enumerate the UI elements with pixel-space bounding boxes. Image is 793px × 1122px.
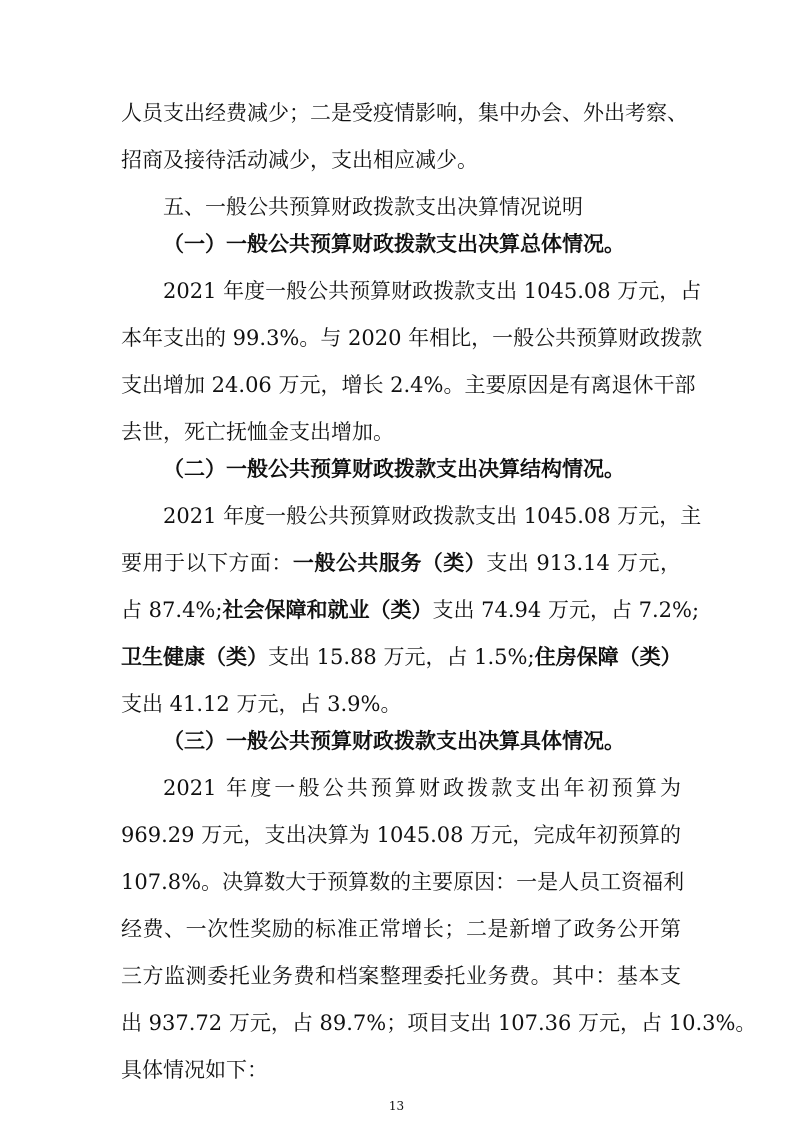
body-line xyxy=(121,548,681,578)
body-line: 2021 年度一般公共预算财政拨款支出 1045.08 万元，占 xyxy=(163,279,702,303)
body-line: 去世，死亡抚恤金支出增加。 xyxy=(121,420,394,444)
body-line: 出 937.72 万元，占 89.7%；项目支出 107.36 万元，占 10.3%。 xyxy=(121,1011,757,1035)
text-run: 支出 913.14 万元， xyxy=(486,551,682,575)
body-line xyxy=(121,595,700,625)
subsection-heading: （二）一般公共预算财政拨款支出决算结构情况。 xyxy=(163,456,625,481)
text-run: 支出 74.94 万元，占 7.2%; xyxy=(432,598,700,622)
category-name: 住房保障（类） xyxy=(534,644,682,669)
body-line: 支出增加 24.06 万元，增长 2.4%。主要原因是有离退休干部 xyxy=(121,373,696,397)
body-line: 具体情况如下： xyxy=(121,1058,268,1082)
body-line: 本年支出的 99.3%。与 2020 年相比，一般公共预算财政拨款 xyxy=(121,326,703,350)
body-line: 107.8%。决算数大于预算数的主要原因：一是人员工资福利 xyxy=(121,870,685,894)
body-line: 2021 年度一般公共预算财政拨款支出 1045.08 万元，主 xyxy=(163,504,702,528)
body-line: 经费、一次性奖励的标准正常增长；二是新增了政务公开第 xyxy=(121,917,681,941)
body-line: 人员支出经费减少；二是受疫情影响，集中办会、外出考察、 xyxy=(121,101,688,125)
page-number: 13 xyxy=(388,1099,405,1113)
body-line: 支出 41.12 万元，占 3.9%。 xyxy=(121,692,402,716)
text-run: 要用于以下方面： xyxy=(121,551,293,575)
text-run: 占 87.4%; xyxy=(121,598,223,622)
body-line: 2021 年度一般公共预算财政拨款支出年初预算为 xyxy=(163,776,681,800)
body-line: 三方监测委托业务费和档案整理委托业务费。其中：基本支 xyxy=(121,964,681,988)
subsection-heading: （一）一般公共预算财政拨款支出决算总体情况。 xyxy=(163,231,625,256)
body-line xyxy=(121,642,681,672)
subsection-heading: （三）一般公共预算财政拨款支出决算具体情况。 xyxy=(163,728,625,753)
body-line: 969.29 万元，支出决算为 1045.08 万元，完成年初预算的 xyxy=(121,823,681,847)
category-name: 卫生健康（类） xyxy=(121,644,268,669)
category-name: 社会保障和就业（类） xyxy=(222,597,433,622)
body-line: 招商及接待活动减少，支出相应减少。 xyxy=(121,148,478,172)
section-heading: 五、一般公共预算财政拨款支出决算情况说明 xyxy=(163,195,583,219)
category-name: 一般公共服务（类） xyxy=(292,550,487,575)
text-run: 支出 15.88 万元，占 1.5%; xyxy=(268,645,535,669)
